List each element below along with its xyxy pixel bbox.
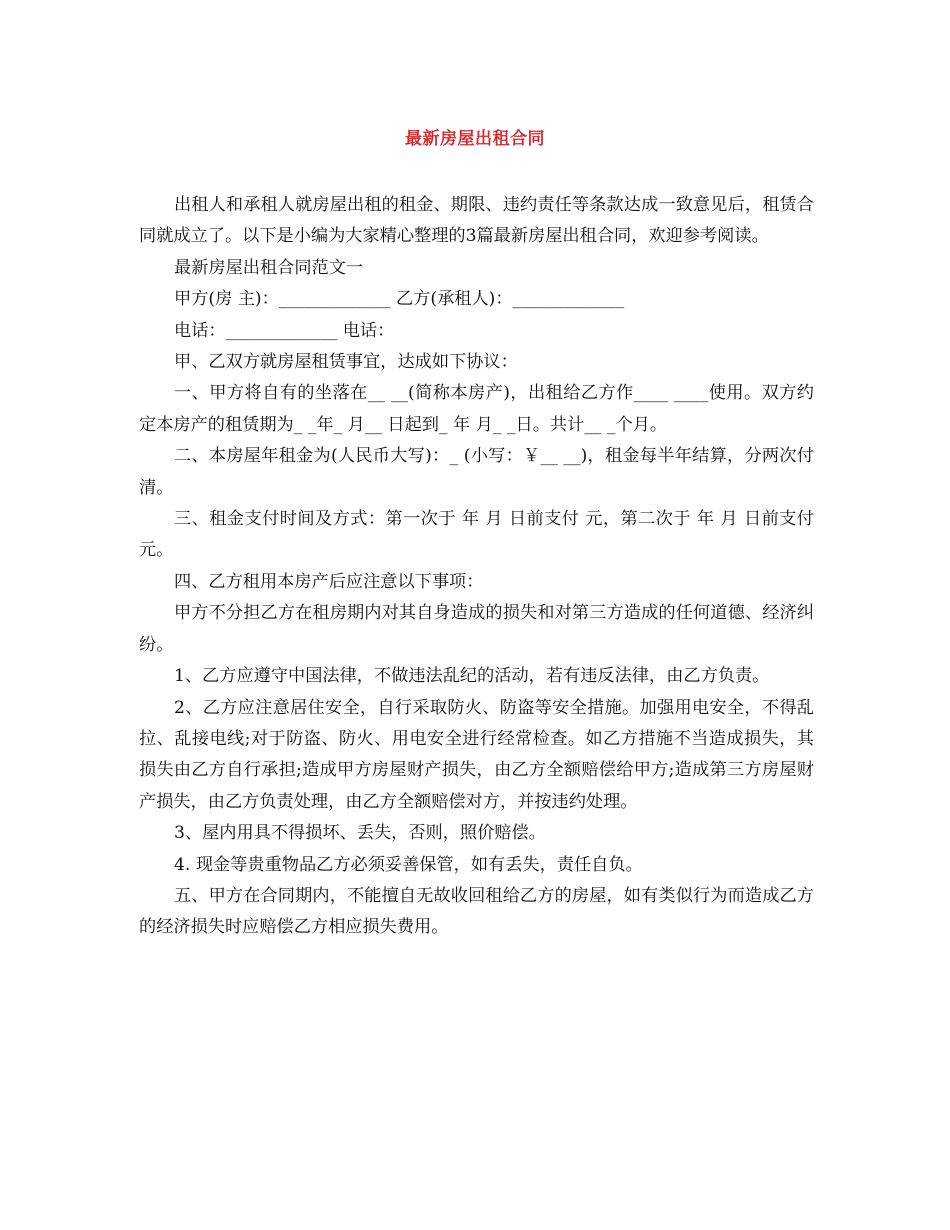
- document-title: 最新房屋出租合同: [405, 129, 545, 149]
- party-line: 甲方(房 主)：_____________ 乙方(承租人)：_____________: [174, 289, 625, 310]
- item-4: 4. 现金等贵重物品乙方必须妥善保管，如有丢失，责任自负。: [174, 854, 643, 875]
- clause-3: 三、租金支付时间及方式：第一次于 年 月 日前支付 元，第二次于 年 月 日前支付 元。: [139, 509, 820, 561]
- document-body: [139, 190, 820, 944]
- item-2: 2、乙方应注意居住安全，自行采取防火、防盗等安全措施。加强用电安全，不得乱拉、乱接电线;对于防盗、防火、用电安全进行经常检查。如乙方措施不当造成损失，其损失由乙方自行承担;造成甲方房屋财产损失，由乙方全额赔偿给甲方;造成第三方房屋财产损失，由乙方负责处理，由乙方全额赔偿对方，并按违约处理。: [139, 697, 814, 812]
- phone-line: 电话：_____________ 电话：: [174, 320, 395, 341]
- clause-1: 一、甲方将自有的坐落在__ __(简称本房产)，出租给乙方作____ ____使用。双方约定本房产的租赁期为_ _年_ 月__ 日起到_ 年 月_ _日。共计__ _个月。: [139, 383, 814, 435]
- item-1: 1、乙方应遵守中国法律，不做违法乱纪的活动，若有违反法律，由乙方负责。: [174, 666, 770, 687]
- clause-2: 二、本房屋年租金为(人民币大写)：_ (小写：￥__ __)，租金每半年结算，分两次付清。: [139, 446, 814, 498]
- sample-heading: 最新房屋出租合同范文一: [174, 257, 364, 278]
- item-3: 3、屋内用具不得损坏、丢失，否则，照价赔偿。: [174, 823, 546, 844]
- agreement-intro: 甲、乙双方就房屋租赁事宜，达成如下协议：: [174, 352, 518, 373]
- intro-paragraph: 出租人和承租人就房屋出租的租金、期限、违约责任等条款达成一致意见后，租赁合同就成立了。以下是小编为大家精心整理的3篇最新房屋出租合同，欢迎参考阅读。: [139, 195, 814, 247]
- clause-5: 五、甲方在合同期内，不能擅自无故收回租给乙方的房屋，如有类似行为而造成乙方的经济损失时应赔偿乙方相应损失费用。: [139, 885, 814, 938]
- clause-4-note: 甲方不分担乙方在租房期内对其自身造成的损失和对第三方造成的任何道德、经济纠纷。: [139, 603, 814, 655]
- clause-4: 四、乙方租用本房产后应注意以下事项：: [174, 571, 484, 592]
